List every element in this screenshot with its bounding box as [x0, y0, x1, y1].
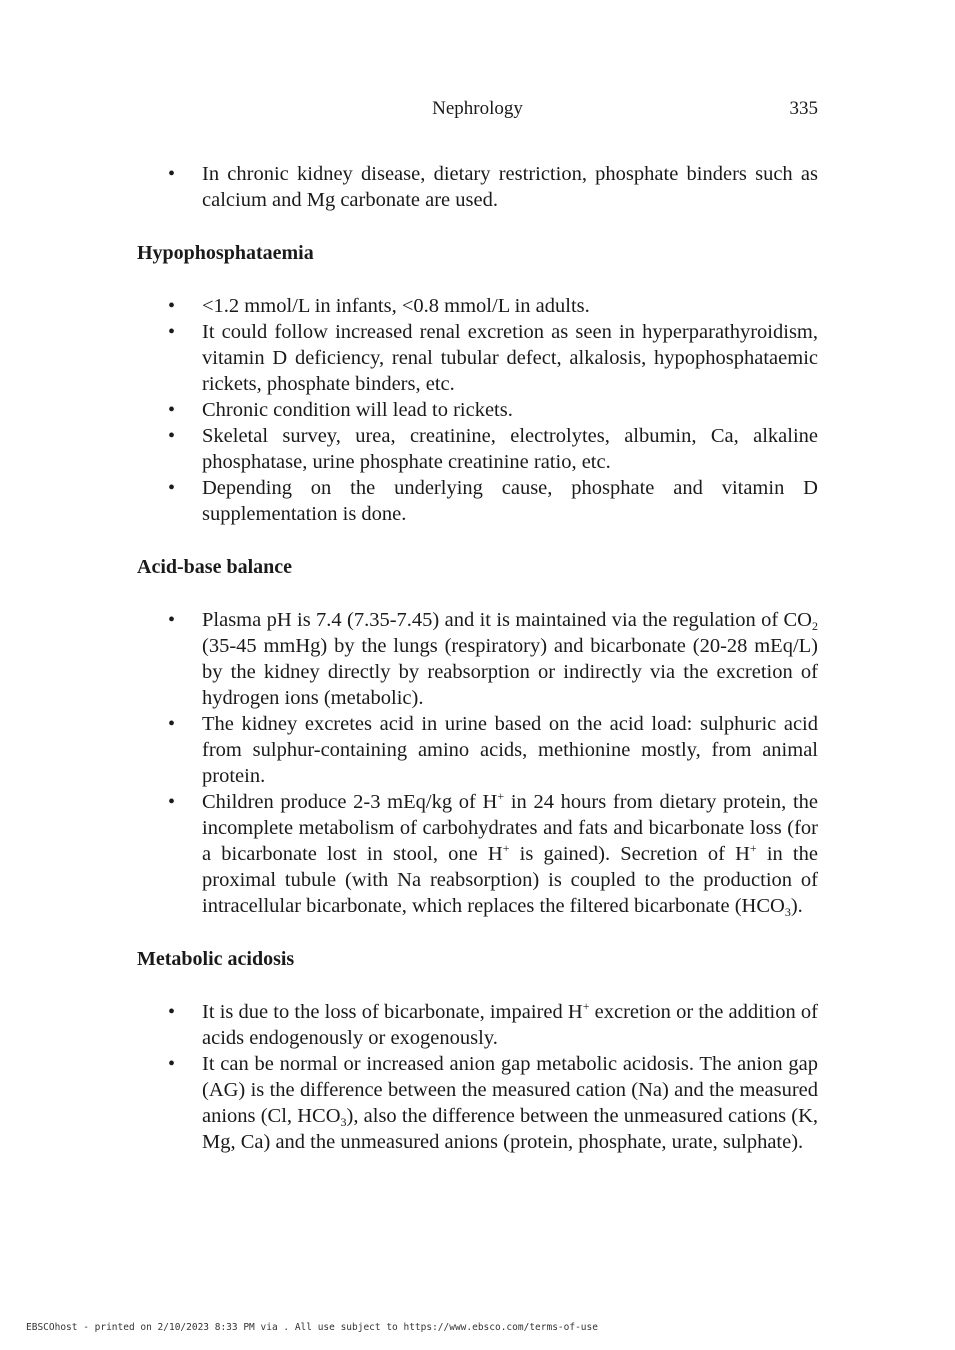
bullet-text: in 24 hours from dietary protein, the incomplete metabolism of carbohydrates and fats and bicarbonate loss (for a bicarbonate lost in stool, one H — [202, 791, 818, 865]
print-footer: EBSCOhost - printed on 2/10/2023 8:33 PM via . All use subject to https://www.ebsco.com/terms-of-use — [26, 1322, 598, 1333]
bullet-item: • In chronic kidney disease, dietary restriction, phosphate binders such as calcium and Mg carbonate are used. — [137, 161, 818, 213]
bullet-item — [137, 789, 818, 919]
running-title: Nephrology — [432, 98, 523, 119]
page-number: 335 — [789, 98, 818, 119]
bullet-text: Depending on the underlying cause, phosphate and vitamin D supplementation is done. — [202, 477, 818, 525]
bullet-text: is gained). Secretion of H — [509, 843, 750, 865]
bullet-item — [137, 293, 818, 319]
bullet-text: Chronic condition will lead to rickets. — [202, 399, 513, 421]
bullet-item — [137, 475, 818, 527]
page-content — [137, 161, 818, 1155]
subscript: 3 — [340, 1115, 347, 1129]
bullet-text: <1.2 mmol/L in infants, <0.8 mmol/L in adults. — [202, 295, 590, 317]
section-bullet-list — [137, 293, 818, 527]
bullet-text: It could follow increased renal excretion as seen in hyperparathyroidism, vitamin D deficiency, renal tubular defect, alkalosis, hypophosphataemic rickets, phosphate binders, etc. — [202, 321, 818, 395]
bullet-item — [137, 711, 818, 789]
bullet-text: Children produce 2-3 mEq/kg of H — [202, 791, 498, 813]
section-heading: Acid-base balance — [137, 556, 292, 578]
bullet-text: It is due to the loss of bicarbonate, impaired H — [202, 1001, 583, 1023]
bullet-text: ), also the difference between the unmeasured cations (K, Mg, Ca) and the unmeasured anions (protein, phosphate, urate, sulphate). — [202, 1105, 818, 1153]
superscript: + — [502, 841, 510, 855]
bullet-item — [137, 1051, 818, 1155]
bullet-text: The kidney excretes acid in urine based on the acid load: sulphuric acid from sulphur-containing amino acids, methionine mostly, from animal protein. — [202, 713, 818, 787]
section-bullet-list — [137, 607, 818, 919]
bullet-item — [137, 607, 818, 711]
bullet-text: (35-45 mmHg) by the lungs (respiratory) and bicarbonate (20-28 mEq/L) by the kidney directly by reabsorption or indirectly via the excretion of hydrogen ions (metabolic). — [202, 635, 818, 709]
running-header — [137, 96, 818, 122]
bullet-item — [137, 319, 818, 397]
bullet-text: excretion or the addition of acids endogenously or exogenously. — [202, 1001, 818, 1049]
bullet-text: ). — [790, 895, 803, 917]
bullet-item — [137, 397, 818, 423]
bullet-text: Plasma pH is 7.4 (7.35-7.45) and it is maintained via the regulation of CO — [202, 609, 812, 631]
superscript: + — [497, 789, 505, 803]
section-heading: Metabolic acidosis — [137, 948, 295, 970]
intro-bullet-list — [137, 161, 818, 213]
bullet-text: It can be normal or increased anion gap metabolic acidosis. The anion gap (AG) is the difference between the measured cation (Na) and the measured anions (Cl, HCO — [202, 1053, 818, 1127]
superscript: + — [582, 999, 590, 1013]
bullet-item — [137, 999, 818, 1051]
section-bullet-list — [137, 999, 818, 1155]
subscript: 2 — [812, 619, 818, 633]
bullet-text: in the proximal tubule (with Na reabsorption) is coupled to the production of intracellular bicarbonate, which replaces the filtered bicarbonate (HCO — [202, 843, 818, 917]
superscript: + — [749, 841, 757, 855]
section-heading: Hypophosphataemia — [137, 242, 314, 264]
bullet-item — [137, 423, 818, 475]
subscript: 3 — [784, 905, 791, 919]
bullet-text: Skeletal survey, urea, creatinine, electrolytes, albumin, Ca, alkaline phosphatase, urine phosphate creatinine ratio, etc. — [202, 425, 818, 473]
